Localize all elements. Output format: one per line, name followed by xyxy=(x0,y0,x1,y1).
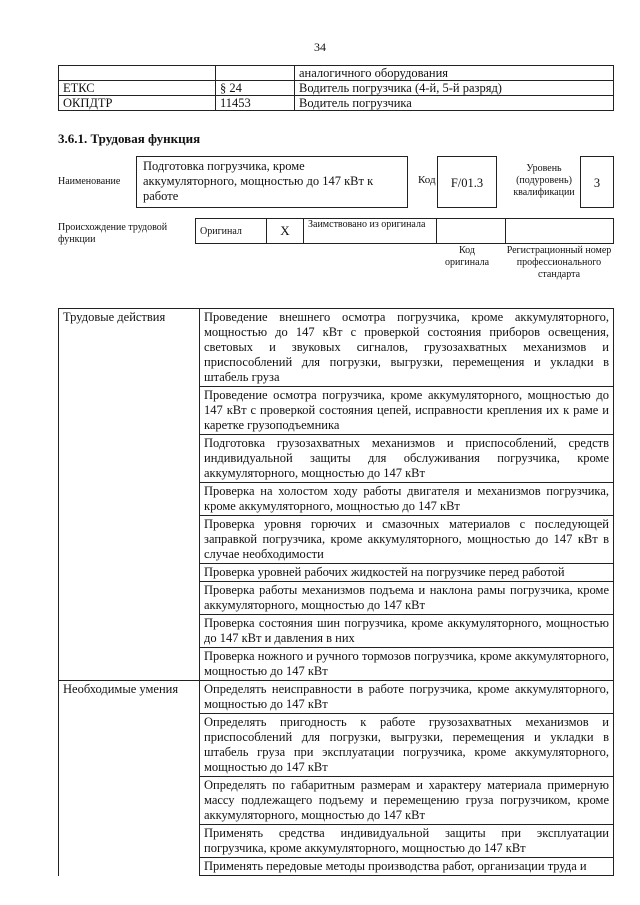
section-title: 3.6.1. Трудовая функция xyxy=(58,131,201,146)
code-label: Код xyxy=(418,174,436,186)
qualification-level: 3 xyxy=(580,156,614,208)
classifier-code: ОКПДТР xyxy=(59,96,216,111)
list-item: Определять неисправности в работе погрузчика, кроме аккумуляторного, мощностью до 147 кВт xyxy=(200,681,614,714)
skills-label: Необходимые умения xyxy=(59,681,200,714)
list-item: Проверка ножного и ручного тормозов погрузчика, кроме аккумуляторного, мощностью до 147 кВт xyxy=(200,648,614,681)
list-item: Проверка на холостом ходу работы двигателя и механизмов погрузчика, кроме аккумуляторного, мощностью до 147 кВт xyxy=(200,483,614,516)
borrowed-label: Заимствовано из оригинала xyxy=(304,219,437,244)
table-row xyxy=(59,387,614,435)
original-mark: X xyxy=(267,219,304,244)
table-row xyxy=(59,714,614,777)
table-row xyxy=(59,777,614,825)
original-label-cell xyxy=(196,219,267,244)
classifier-code xyxy=(59,66,216,81)
table-row xyxy=(59,483,614,516)
list-item: Определять пригодность к работе грузозахватных механизмов и приспособлений для погрузки, выгрузки, перемещения и укладки в штабель груза при эксплуатации погрузчика, кроме аккумуляторного, мощностью до 147 кВт xyxy=(200,714,614,777)
table-row xyxy=(59,615,614,648)
original-label: Оригинал xyxy=(200,225,242,237)
classifier-code: ЕТКС xyxy=(59,81,216,96)
list-item: Применять передовые методы производства работ, организации труда и xyxy=(200,858,614,876)
classifier-name: Водитель погрузчика xyxy=(295,96,614,111)
list-item: Проведение внешнего осмотра погрузчика, кроме аккумуляторного, мощностью до 147 кВт с проверкой состояния приборов освещения, световых и звуковых сигналов, грузозахватных механизмов и приспособлений для погрузки, выгрузки, перемещения и укладки в штабель груза xyxy=(200,309,614,387)
list-item: Подготовка грузозахватных механизмов и приспособлений, средств индивидуальной защиты для обслуживания погрузчика, кроме аккумуляторного, мощностью до 147 кВт xyxy=(200,435,614,483)
table-row xyxy=(59,309,614,387)
registration-number-label: Регистрационный номер профессионального стандарта xyxy=(506,245,612,280)
table-row xyxy=(59,435,614,483)
classifier-name: аналогичного оборудования xyxy=(295,66,614,81)
list-item: Проверка уровней рабочих жидкостей на погрузчике перед работой xyxy=(200,564,614,582)
classifier-ref xyxy=(216,66,295,81)
level-label: Уровень (подуровень) квалификации xyxy=(513,163,575,198)
table-row xyxy=(59,66,614,81)
table-row xyxy=(59,681,614,714)
table-row xyxy=(59,516,614,564)
classifier-ref: 11453 xyxy=(216,96,295,111)
list-item: Определять по габаритным размерам и характеру материала примерную массу подлежащего подъему и перемещению груза погрузчиком, кроме аккумуляторного, мощностью до 147 кВт xyxy=(200,777,614,825)
registration-number-cell xyxy=(506,219,614,244)
original-code-label: Код оригинала xyxy=(444,245,490,268)
table-row xyxy=(196,219,614,244)
classifier-ref: § 24 xyxy=(216,81,295,96)
actions-label: Трудовые действия xyxy=(59,309,200,387)
list-item: Проверка уровня горючих и смазочных материалов с последующей заправкой погрузчика, кроме аккумуляторного, мощностью до 147 кВт в случае необходимости xyxy=(200,516,614,564)
table-row xyxy=(59,582,614,615)
list-item: Применять средства индивидуальной защиты при эксплуатации погрузчика, кроме аккумуляторного, мощностью до 147 кВт xyxy=(200,825,614,858)
original-code-cell xyxy=(437,219,506,244)
list-item: Проверка работы механизмов подъема и наклона рамы погрузчика, кроме аккумуляторного, мощностью до 147 кВт xyxy=(200,582,614,615)
table-row xyxy=(59,825,614,858)
list-item: Проверка состояния шин погрузчика, кроме аккумуляторного, мощностью до 147 кВт и давления в них xyxy=(200,615,614,648)
table-row xyxy=(59,858,614,876)
function-name: Подготовка погрузчика, кроме аккумуляторного, мощностью до 147 кВт к работе xyxy=(136,156,408,208)
name-label: Наименование xyxy=(58,176,121,187)
table-row xyxy=(59,96,614,111)
page-number: 34 xyxy=(314,40,326,54)
list-item: Проведение осмотра погрузчика, кроме аккумуляторного, мощностью до 147 кВт с проверкой состояния цепей, исправности крепления их к раме и каретке грузоподъемника xyxy=(200,387,614,435)
classifier-table xyxy=(58,65,614,111)
function-details-table xyxy=(58,308,614,876)
classifier-name: Водитель погрузчика (4-й, 5-й разряд) xyxy=(295,81,614,96)
origin-label: Происхождение трудовой функции xyxy=(58,222,168,245)
function-code: F/01.3 xyxy=(437,156,497,208)
table-row xyxy=(59,564,614,582)
table-row xyxy=(59,81,614,96)
origin-table xyxy=(195,218,614,244)
table-row xyxy=(59,648,614,681)
